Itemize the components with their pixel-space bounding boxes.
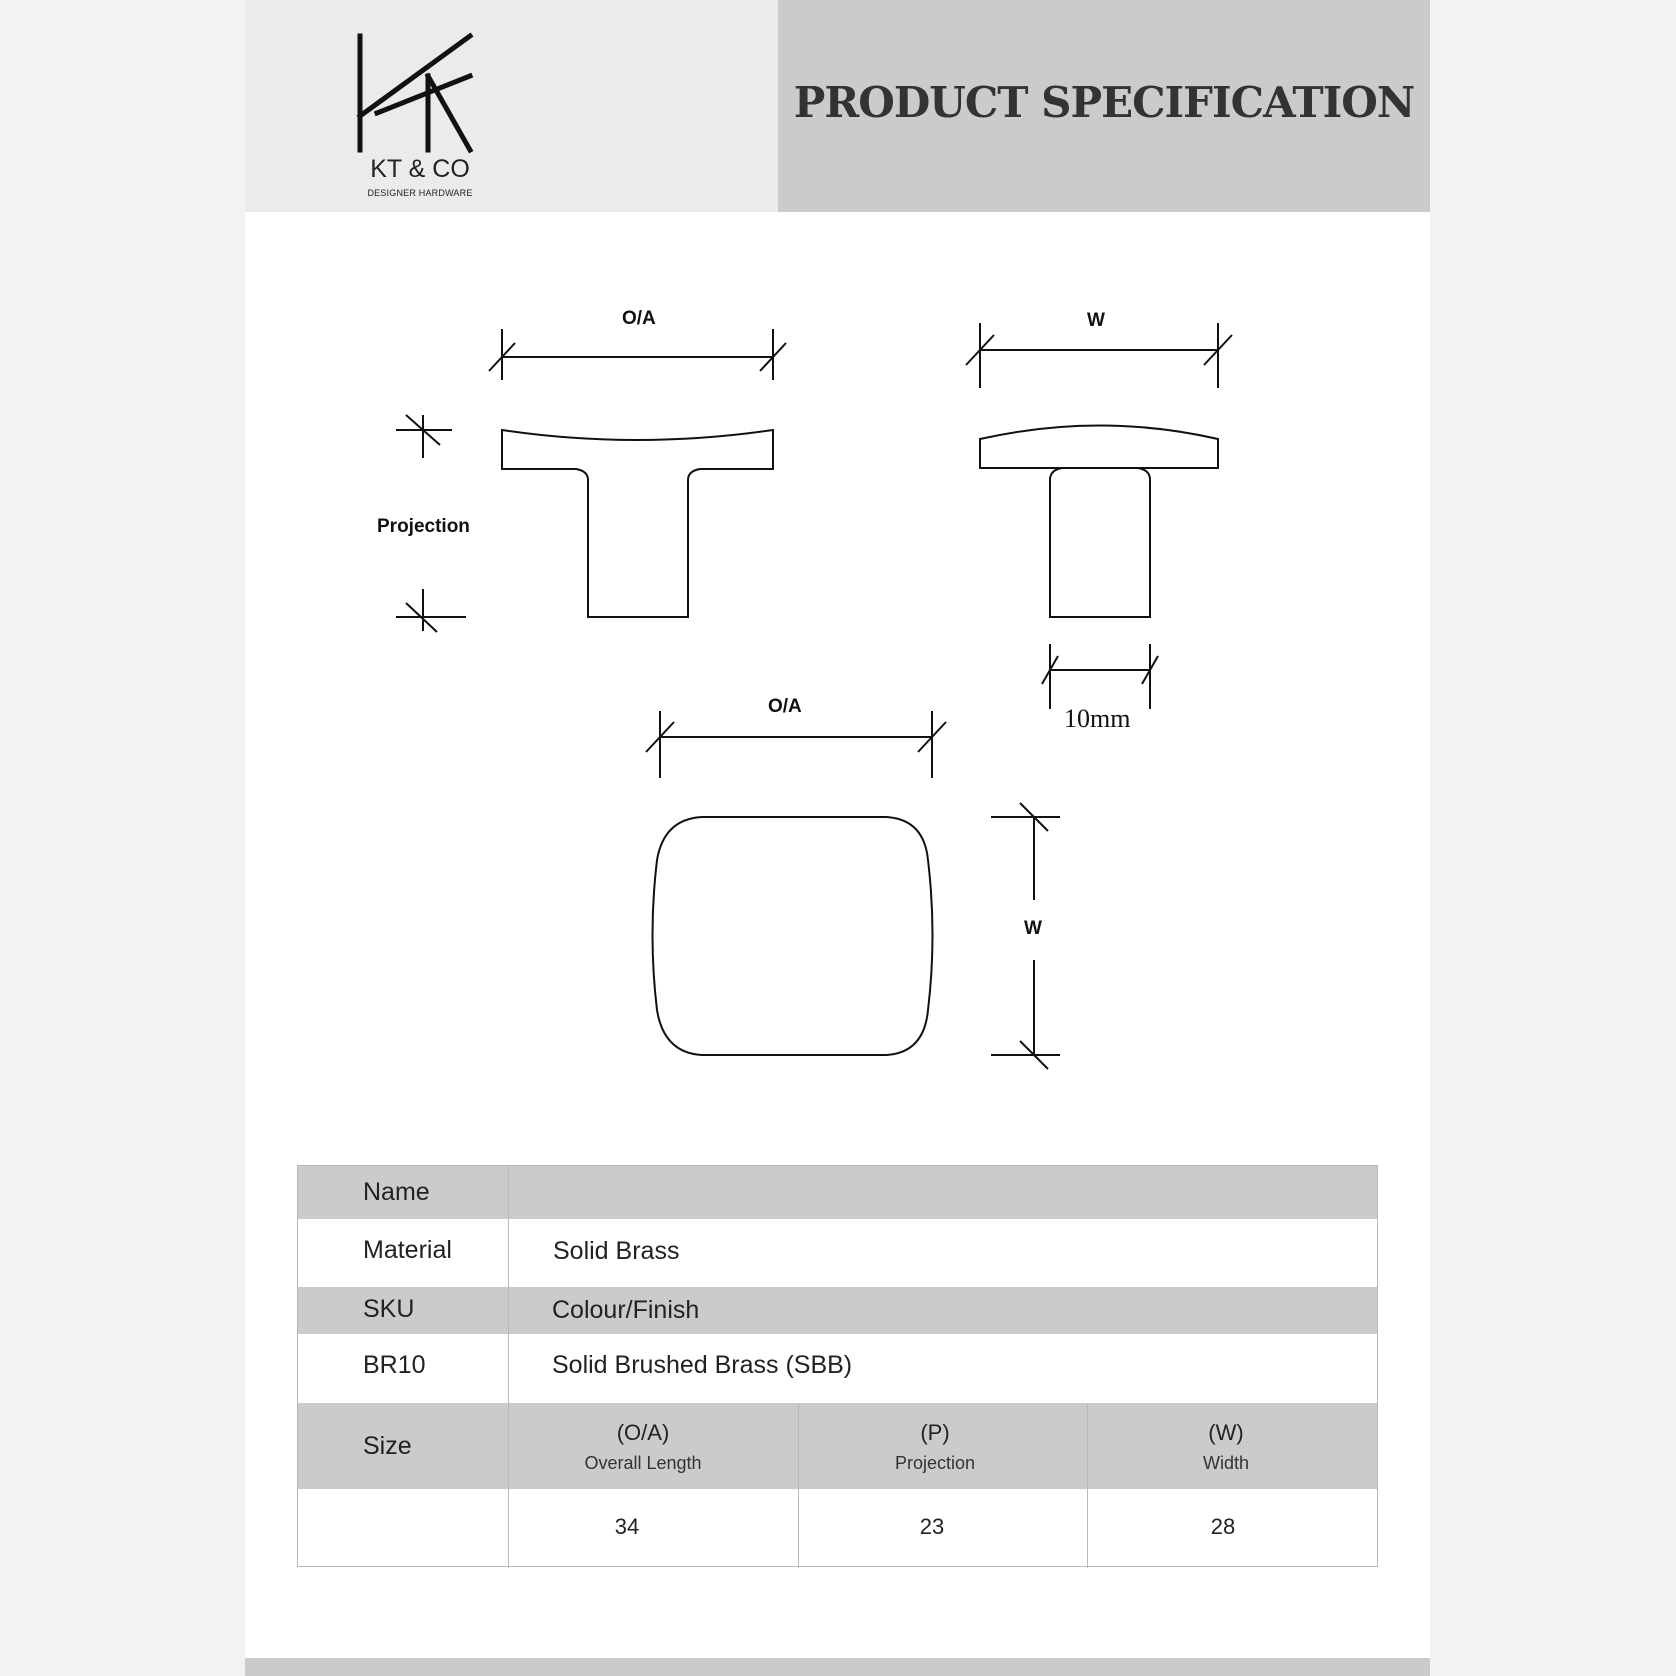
brand-name: KT & CO bbox=[370, 155, 470, 183]
projection-code: (P) bbox=[920, 1420, 950, 1445]
side-view-width-label: W bbox=[1087, 310, 1105, 331]
name-label: Name bbox=[363, 1178, 430, 1206]
projection-caption: Projection bbox=[894, 1453, 976, 1473]
document-title: PRODUCT SPECIFICATION bbox=[793, 78, 1415, 127]
spec-table bbox=[297, 1165, 1378, 1567]
top-view-width-label: W bbox=[1024, 918, 1042, 939]
width-caption: Width bbox=[1202, 1453, 1249, 1473]
sku-value: BR10 bbox=[363, 1351, 426, 1379]
label-column-divider bbox=[508, 1166, 509, 1568]
side-view-length-label: O/A bbox=[622, 308, 656, 329]
side-view-length-dimension bbox=[489, 329, 786, 380]
length-value: 34 bbox=[614, 1514, 640, 1539]
length-code: (O/A) bbox=[616, 1420, 670, 1445]
sku-label: SKU bbox=[363, 1295, 415, 1323]
size-header-row bbox=[298, 1403, 1377, 1489]
side-view-knob-outline bbox=[502, 430, 773, 617]
size-column-divider-2 bbox=[1087, 1403, 1088, 1568]
projection-label: Projection bbox=[377, 516, 470, 537]
width-code: (W) bbox=[1208, 1420, 1244, 1445]
name-row bbox=[298, 1166, 1377, 1219]
projection-value: 23 bbox=[919, 1514, 945, 1539]
material-value: Solid Brass bbox=[553, 1237, 680, 1265]
footer-band bbox=[245, 1658, 1430, 1676]
size-column-divider-1 bbox=[798, 1403, 799, 1568]
material-label: Material bbox=[363, 1236, 452, 1264]
stem-dimension bbox=[1042, 644, 1158, 709]
top-view-length-dimension bbox=[646, 711, 946, 778]
sku-header-row bbox=[298, 1287, 1377, 1334]
size-label: Size bbox=[363, 1432, 412, 1460]
top-view-length-label: O/A bbox=[768, 696, 802, 717]
side-view-width-dimension bbox=[966, 323, 1232, 388]
finish-value: Solid Brushed Brass (SBB) bbox=[552, 1351, 853, 1379]
stem-dimension-label: 10mm bbox=[1064, 704, 1131, 733]
top-view-knob-outline bbox=[653, 817, 933, 1055]
length-caption: Overall Length bbox=[584, 1453, 702, 1473]
side-view-width-knob-outline bbox=[980, 426, 1218, 618]
brand-tagline: DESIGNER HARDWARE bbox=[367, 188, 473, 198]
finish-header: Colour/Finish bbox=[552, 1296, 700, 1324]
width-value: 28 bbox=[1210, 1514, 1236, 1539]
